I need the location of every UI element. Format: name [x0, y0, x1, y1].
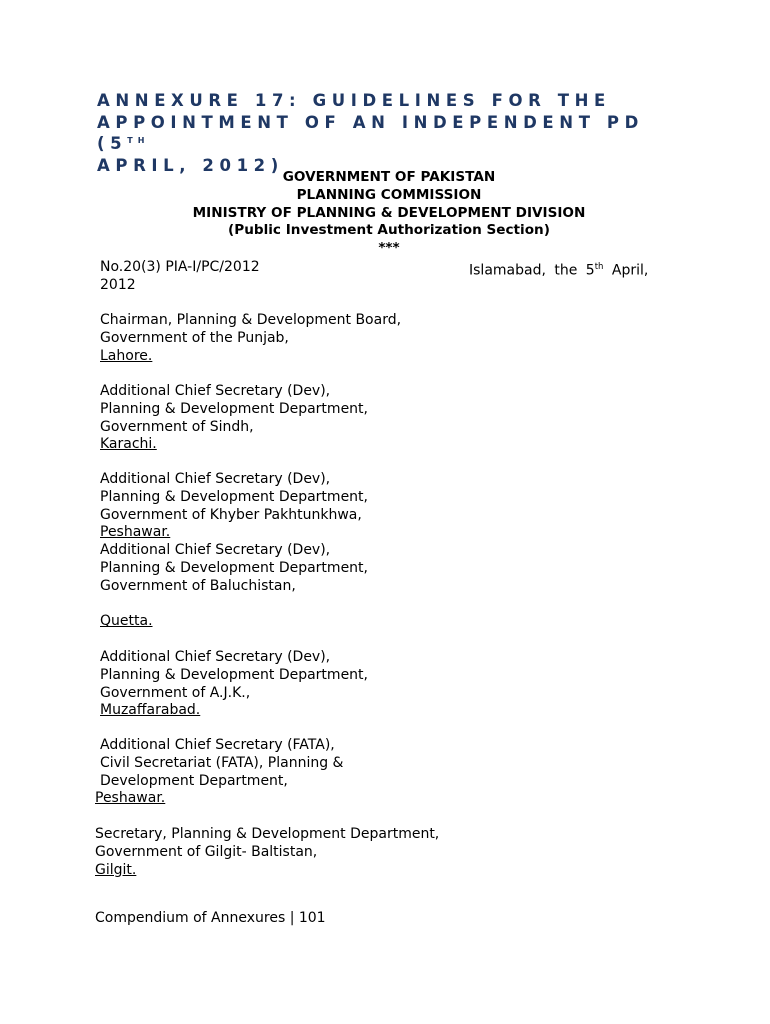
reference-year: 2012	[100, 277, 136, 293]
addressee-line: Planning & Development Department,	[100, 400, 368, 417]
letterhead	[100, 169, 678, 258]
addressee-line: Government of Khyber Pakhtunkhwa,	[100, 506, 362, 523]
addressee-city: Gilgit.	[95, 861, 137, 878]
addressee-line: Planning & Development Department,	[100, 559, 368, 576]
addressee-sindh	[100, 383, 368, 454]
reference-place-date	[469, 258, 648, 280]
addressee-ajk	[100, 649, 368, 720]
addressee-line: Additional Chief Secretary (Dev),	[100, 542, 331, 558]
heading-line-1: ANNEXURE 17: GUIDELINES FOR THE	[97, 91, 611, 110]
addressee-line: Additional Chief Secretary (Dev),	[100, 649, 331, 665]
addressee-baluchistan	[100, 542, 368, 631]
addressee-line: Secretary, Planning & Development Department,	[95, 826, 440, 842]
heading-line-3: APRIL, 2012)	[97, 155, 284, 175]
heading-superscript: TH	[127, 136, 150, 145]
place-date-text: Islamabad, the 5	[469, 262, 595, 279]
addressee-line: Government of Baluchistan,	[100, 577, 296, 594]
addressee-khyber-pakhtunkhwa	[100, 471, 368, 542]
date-superscript: th	[594, 262, 604, 272]
addressee-city: Lahore.	[100, 347, 153, 364]
addressee-line: Additional Chief Secretary (Dev),	[100, 383, 331, 399]
letterhead-commission: PLANNING COMMISSION	[296, 186, 482, 203]
addressee-line: Additional Chief Secretary (Dev),	[100, 471, 331, 487]
addressee-line: Government of the Punjab,	[100, 329, 289, 346]
addressee-line: Government of Gilgit- Baltistan,	[95, 843, 318, 860]
reference-number: No.20(3) PIA-I/PC/2012	[100, 259, 260, 275]
addressee-city: Quetta.	[100, 613, 153, 630]
addressee-line: Government of Sindh,	[100, 418, 254, 435]
letterhead-separator: ***	[378, 240, 400, 257]
addressee-line: Chairman, Planning & Development Board,	[100, 312, 402, 328]
addressee-line: Government of A.J.K.,	[100, 684, 251, 701]
addressee-punjab	[100, 312, 401, 365]
heading-line-2: APPOINTMENT OF AN INDEPENDENT PD (5	[97, 112, 644, 153]
addressee-city: Peshawar.	[100, 524, 171, 541]
addressee-fata	[95, 737, 344, 808]
addressee-line: Civil Secretariat (FATA), Planning &	[100, 754, 344, 771]
letterhead-ministry: MINISTRY OF PLANNING & DEVELOPMENT DIVISION	[192, 204, 586, 221]
letterhead-section: (Public Investment Authorization Section)	[228, 222, 550, 239]
addressee-line: Planning & Development Department,	[100, 666, 368, 683]
page-footer: Compendium of Annexures | 101	[95, 910, 326, 926]
annexure-heading	[97, 90, 697, 176]
date-month: April,	[611, 262, 649, 279]
letterhead-government: GOVERNMENT OF PAKISTAN	[282, 169, 496, 185]
addressee-city: Karachi.	[100, 436, 157, 453]
addressee-line: Planning & Development Department,	[100, 488, 368, 505]
addressee-city: Peshawar.	[95, 790, 166, 807]
addressee-line: Development Department,	[100, 772, 288, 789]
addressee-line: Additional Chief Secretary (FATA),	[100, 737, 335, 753]
addressee-city: Muzaffarabad.	[100, 702, 201, 719]
addressee-gilgit-baltistan	[95, 826, 439, 879]
